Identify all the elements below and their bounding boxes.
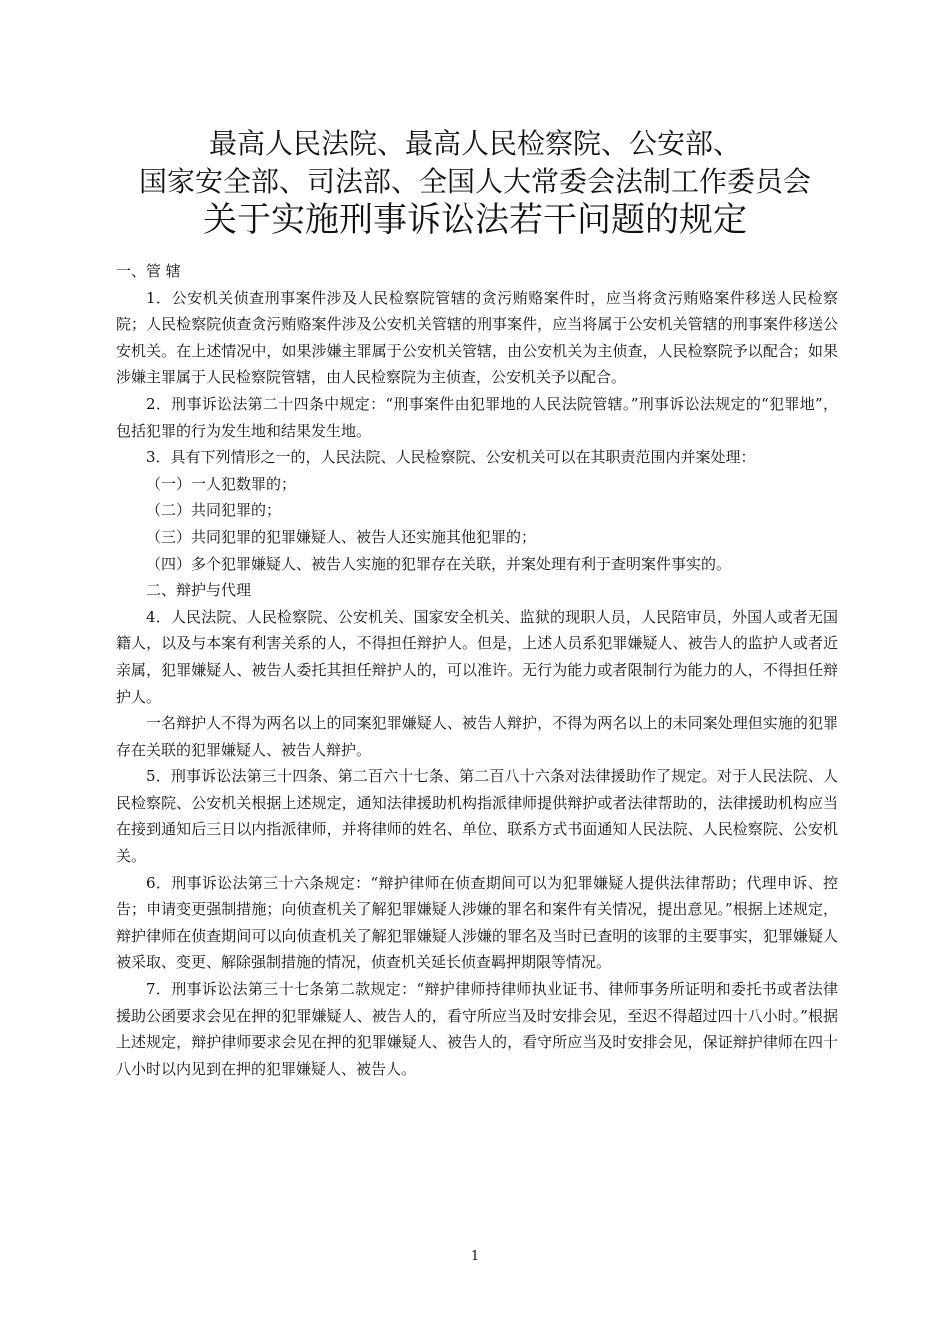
paragraph-6: 6．刑事诉讼法第三十六条规定：“辩护律师在侦查期间可以为犯罪嫌疑人提供法律帮助；代理申诉、控告；申请变更强制措施；向侦查机关了解犯罪嫌疑人涉嫌的罪名和案件有关情况，提出意见。”根据上述规定，辩护律师在侦查期间可以向侦查机关了解犯罪嫌疑人涉嫌的罪名及当时已查明的该罪的主要事实，犯罪嫌疑人被采取、变更、解除强制措施的情况，侦查机关延长侦查羁押期限等情况。 — [116, 873, 838, 972]
page-number: 1 — [470, 1249, 480, 1264]
paragraph-3: 3．具有下列情形之一的，人民法院、人民检察院、公安机关可以在其职责范围内并案处理： — [146, 448, 756, 467]
document-body — [116, 258, 838, 1082]
paragraph-7: 7．刑事诉讼法第三十七条第二款规定：“辩护律师持律师执业证书、律师事务所证明和委托书或者法律援助公函要求会见在押的犯罪嫌疑人、被告人的，看守所应当及时安排会见，至迟不得超过四十八小时。”根据上述规定，辩护律师要求会见在押的犯罪嫌疑人、被告人的，看守所应当及时安排会见，保证辩护律师在四十八小时以内见到在押的犯罪嫌疑人、被告人。 — [116, 980, 838, 1078]
paragraph-5: 5．刑事诉讼法第三十四条、第二百六十七条、第二百八十六条对法律援助作了规定。对于人民法院、人民检察院、公安机关根据上述规定，通知法律援助机构指派律师提供辩护或者法律帮助的，法律援助机构应当在接到通知后三日以内指派律师，并将律师的姓名、单位、联系方式书面通知人民法院、人民检察院、公安机关。 — [116, 767, 838, 866]
section-heading-jurisdiction: 一、管 辖 — [116, 262, 181, 280]
title-line-3: 关于实施刑事诉讼法若干问题的规定 — [203, 200, 747, 240]
section-heading-defense: 二、辩护与代理 — [146, 581, 252, 600]
paragraph-1: 1．公安机关侦查刑事案件涉及人民检察院管辖的贪污贿赂案件时，应当将贪污贿赂案件移送人民检察院；人民检察院侦查贪污贿赂案件涉及公安机关管辖的刑事案件，应当将属于公安机关管辖的刑事案件移送公安机关。在上述情况中，如果涉嫌主罪属于公安机关管辖，由公安机关为主侦查，人民检察院予以配合；如果涉嫌主罪属于人民检察院管辖，由人民检察院为主侦查，公安机关予以配合。 — [116, 288, 838, 387]
list-item-2: （二）共同犯罪的； — [146, 501, 282, 520]
paragraph-2: 2．刑事诉讼法第二十四条中规定：“刑事案件由犯罪地的人民法院管辖。”刑事诉讼法规定的“犯罪地”，包括犯罪的行为发生地和结果发生地。 — [116, 394, 838, 440]
paragraph-4-continued: 一名辩护人不得为两名以上的同案犯罪嫌疑人、被告人辩护，不得为两名以上的未同案处理但实施的犯罪存在关联的犯罪嫌疑人、被告人辩护。 — [116, 714, 838, 759]
paragraph-4: 4．人民法院、人民检察院、公安机关、国家安全机关、监狱的现职人员，人民陪审员，外国人或者无国籍人，以及与本案有利害关系的人，不得担任辩护人。但是，上述人员系犯罪嫌疑人、被告人的监护人或者近亲属，犯罪嫌疑人、被告人委托其担任辩护人的，可以准许。无行为能力或者限制行为能力的人，不得担任辩护人。 — [116, 607, 838, 706]
list-item-3: （三）共同犯罪的犯罪嫌疑人、被告人还实施其他犯罪的； — [146, 527, 537, 546]
title-line-1: 最高人民法院、最高人民检察院、公安部、 — [208, 127, 741, 160]
title-line-2: 国家安全部、司法部、全国人大常委会法制工作委员会 — [138, 165, 811, 198]
list-item-4: （四）多个犯罪嫌疑人、被告人实施的犯罪存在关联，并案处理有利于查明案件事实的。 — [146, 554, 732, 573]
list-item-1: （一）一人犯数罪的； — [146, 474, 297, 493]
